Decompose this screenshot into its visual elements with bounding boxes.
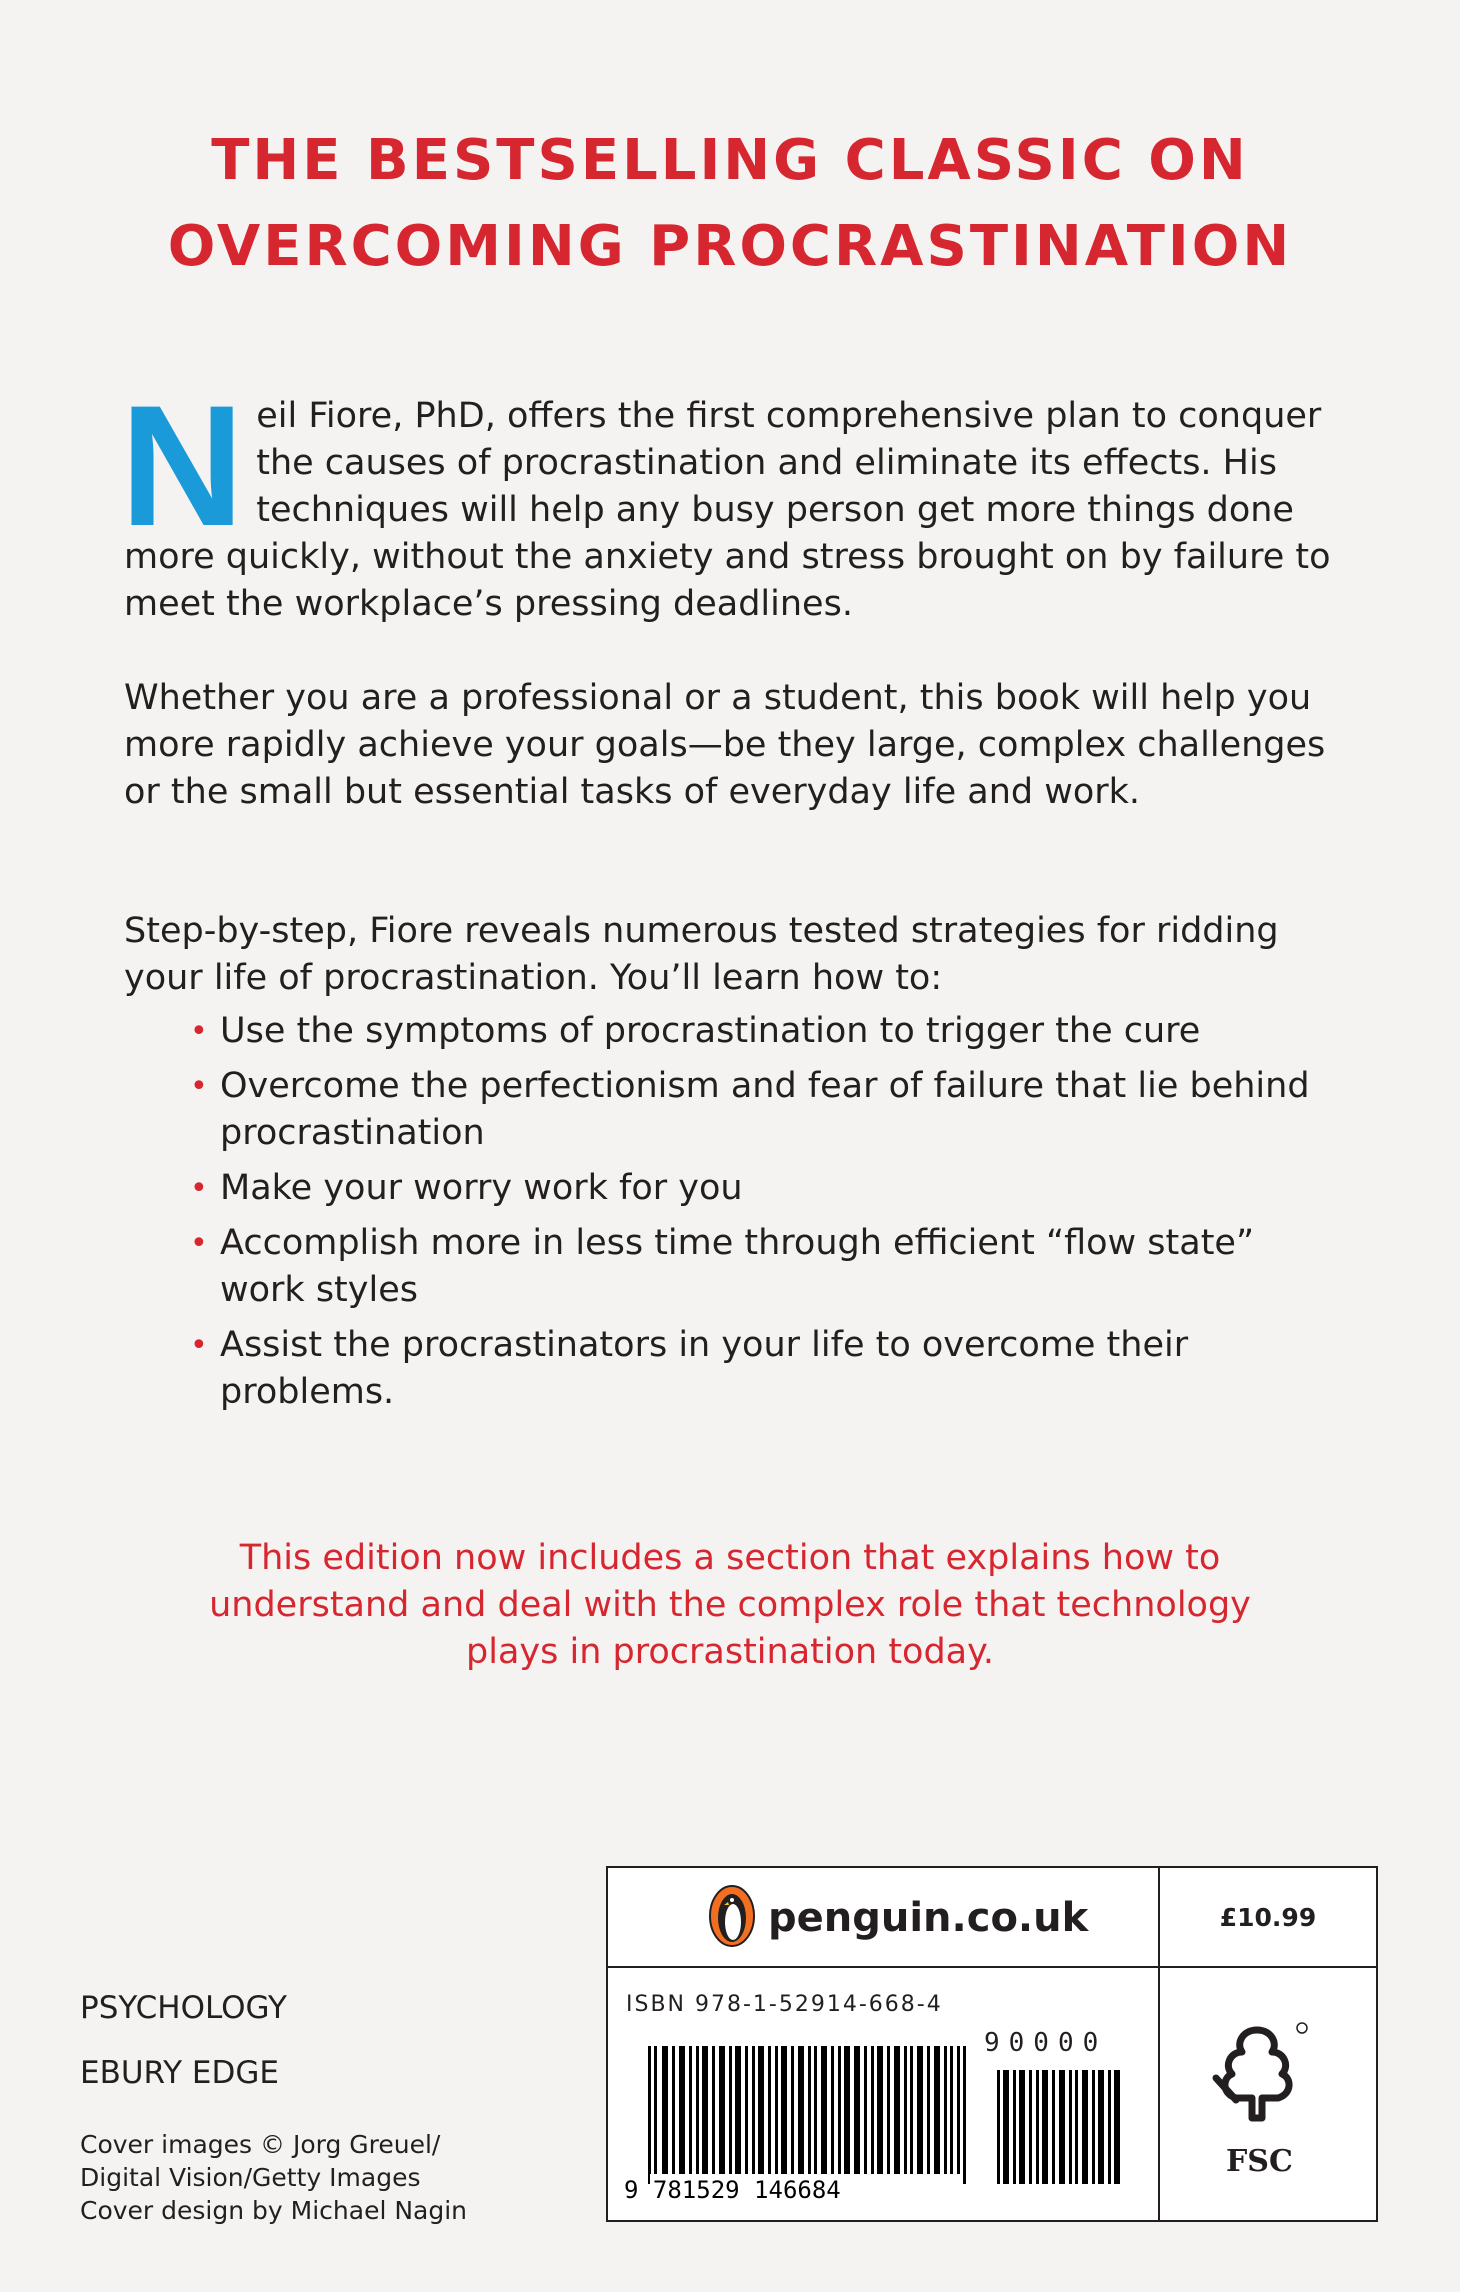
edition-note-line-1: This edition now includes a section that explains how to bbox=[239, 1538, 1221, 1578]
publisher-row bbox=[708, 1888, 1088, 1948]
bullet-dot-icon: • bbox=[190, 1014, 208, 1049]
paragraph-2: Whether you are a professional or a student, this book will help you more rapidly achieve your goals—be they large, complex challenges or the small but essential tasks of everyday life and work. bbox=[124, 678, 1326, 812]
edition-note-line-2: understand and deal with the complex role that technology bbox=[209, 1585, 1251, 1625]
credits-line-3: Cover design by Michael Nagin bbox=[80, 2196, 468, 2225]
fsc-label: FSC bbox=[1226, 2144, 1293, 2179]
bullet-item: • Assist the procrastinators in your life to overcome their problems. bbox=[190, 1322, 1340, 1416]
edition-note bbox=[0, 1535, 1460, 1676]
bullet-dot-icon: • bbox=[190, 1171, 208, 1206]
bullet-dot-icon: • bbox=[190, 1328, 208, 1363]
website-label: penguin.co.uk bbox=[768, 1895, 1089, 1941]
category-label: PSYCHOLOGY bbox=[80, 1990, 287, 2026]
drop-cap: N bbox=[120, 370, 245, 562]
edition-note-line-3: plays in procrastination today. bbox=[466, 1632, 994, 1672]
addon-code: 90000 bbox=[984, 2028, 1108, 2058]
barcode-digits: 9 781529 146684 bbox=[624, 2176, 841, 2204]
credits-line-2: Digital Vision/Getty Images bbox=[80, 2163, 421, 2192]
divider bbox=[608, 1966, 1376, 1968]
headline-line-1: THE BESTSELLING CLASSIC ON bbox=[211, 128, 1249, 193]
credits-line-1: Cover images © Jorg Greuel/ bbox=[80, 2130, 441, 2159]
bullet-dot-icon: • bbox=[190, 1226, 208, 1261]
bullet-item: • Overcome the perfectionism and fear of failure that lie behind procrastination bbox=[190, 1063, 1340, 1157]
isbn-label: ISBN 978-1-52914-668-4 bbox=[626, 1992, 943, 2017]
imprint-label: EBURY EDGE bbox=[80, 2055, 279, 2091]
headline-line-2: OVERCOMING PROCRASTINATION bbox=[167, 214, 1293, 279]
bullet-list bbox=[190, 1008, 1340, 1424]
headline bbox=[0, 118, 1460, 290]
intro-paragraph bbox=[120, 370, 1354, 628]
barcode-box bbox=[606, 1866, 1378, 2222]
cover-credits bbox=[80, 2128, 467, 2227]
bullet-item: • Make your worry work for you bbox=[190, 1165, 1340, 1212]
bullet-item: • Use the symptoms of procrastination to trigger the cure bbox=[190, 1008, 1340, 1055]
price-label: £10.99 bbox=[1219, 1902, 1317, 1932]
bullet-item: • Accomplish more in less time through efficient “flow state” work styles bbox=[190, 1220, 1340, 1314]
penguin-logo-icon bbox=[708, 1884, 756, 1952]
intro-text: eil Fiore, PhD, offers the first comprehensive plan to conquer the causes of procrastination and eliminate its effects. His techniques will help any busy person get more things done more quickly, without the anxiety and stress brought on by failure to meet the workplace’s pressing deadlines. bbox=[124, 396, 1331, 624]
bullet-dot-icon: • bbox=[190, 1069, 208, 1104]
paragraph-3: Step-by-step, Fiore reveals numerous tested strategies for ridding your life of procrastination. You’ll learn how to: bbox=[124, 911, 1279, 998]
fsc-tree-icon bbox=[1202, 2018, 1312, 2138]
